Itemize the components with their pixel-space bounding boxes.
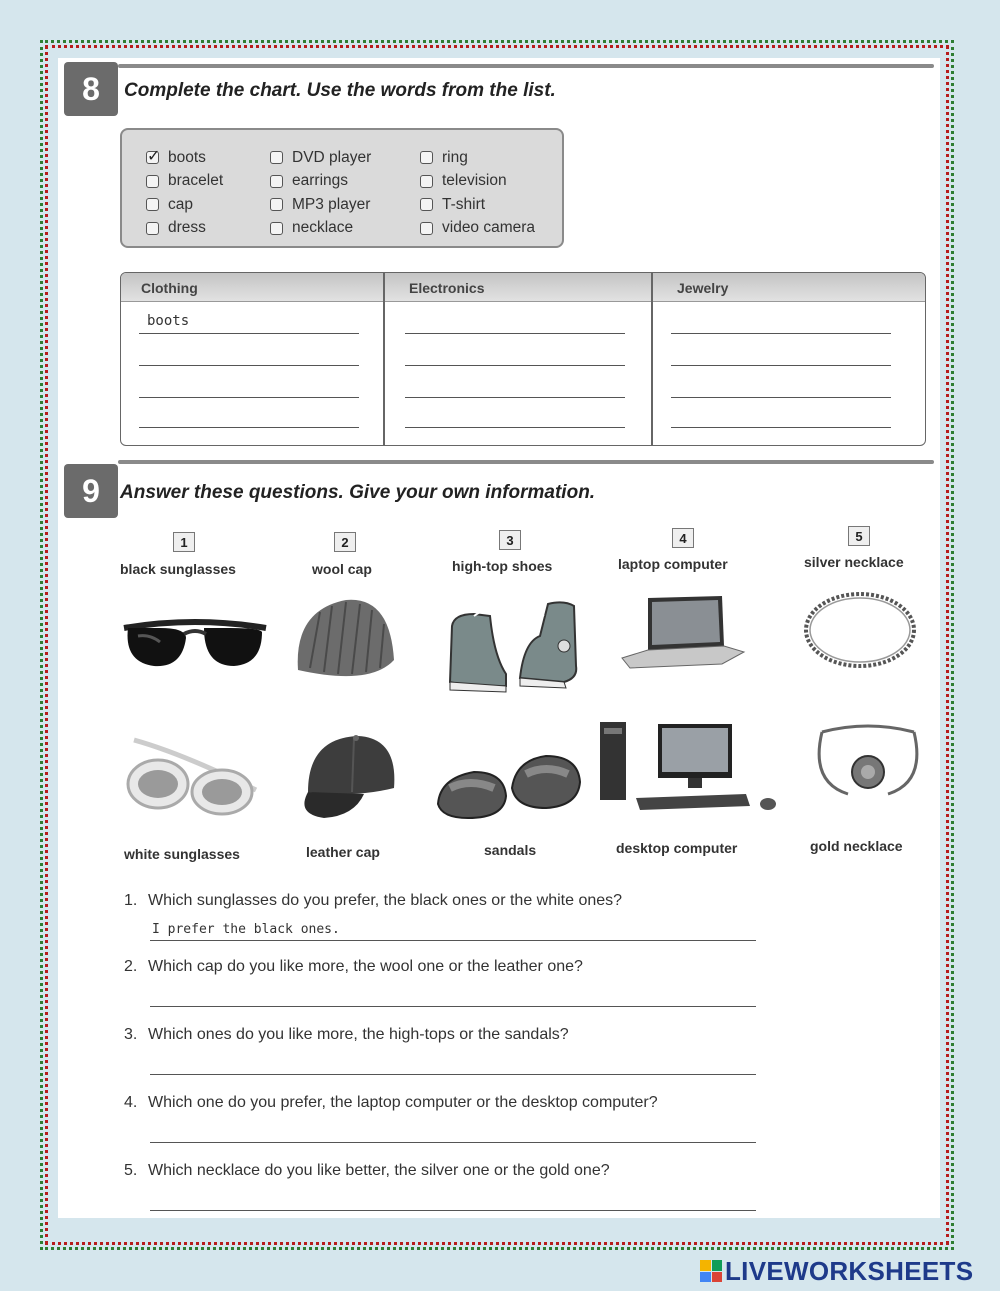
question-text: Which necklace do you like better, the silver one or the gold one?	[148, 1162, 610, 1179]
silver-necklace-image	[800, 586, 920, 676]
answer-line[interactable]	[671, 427, 891, 428]
word-label: television	[442, 172, 507, 190]
chart-header-row	[121, 273, 925, 302]
label-sandals: sandals	[484, 842, 537, 858]
section-9-number: 9	[64, 464, 118, 518]
label-white-sunglasses: white sunglasses	[124, 846, 240, 862]
word-checkbox[interactable]	[146, 198, 159, 211]
word-label: necklace	[292, 219, 354, 237]
word-label: video camera	[442, 219, 536, 237]
answer-line[interactable]	[405, 333, 625, 334]
word-checkbox[interactable]	[270, 151, 283, 164]
leather-cap-image	[294, 728, 404, 828]
answer-line[interactable]	[150, 1210, 756, 1211]
question-1	[124, 892, 622, 910]
header-electronics: Electronics	[409, 280, 485, 296]
question-text: Which cap do you like more, the wool one or the leather one?	[148, 958, 583, 975]
word-item[interactable]	[146, 170, 223, 194]
word-item[interactable]	[270, 217, 371, 241]
header-jewelry: Jewelry	[677, 280, 729, 296]
word-item[interactable]	[270, 146, 371, 170]
answer-line[interactable]	[139, 397, 359, 398]
word-item[interactable]	[420, 193, 535, 217]
word-label: ring	[442, 148, 468, 166]
word-label: cap	[168, 195, 193, 213]
word-column-3	[420, 146, 535, 240]
answer-line[interactable]	[671, 333, 891, 334]
question-5	[124, 1162, 610, 1180]
word-label: T-shirt	[442, 195, 486, 213]
question-text: Which one do you prefer, the laptop computer or the desktop computer?	[148, 1094, 658, 1111]
liveworksheets-logo	[700, 1256, 973, 1286]
answer-line[interactable]	[671, 365, 891, 366]
item-number-3: 3	[499, 530, 521, 550]
wool-cap-image	[290, 590, 400, 690]
word-checkbox[interactable]	[146, 151, 159, 164]
word-checkbox[interactable]	[146, 175, 159, 188]
word-label: boots	[168, 148, 206, 166]
word-checkbox[interactable]	[420, 222, 433, 235]
laptop-computer-image	[618, 594, 748, 674]
item-number-1: 1	[173, 532, 195, 552]
answer-line[interactable]	[405, 397, 625, 398]
word-checkbox[interactable]	[420, 175, 433, 188]
word-column-2	[270, 146, 371, 240]
answer-line[interactable]	[150, 1074, 756, 1075]
word-label: bracelet	[168, 172, 224, 190]
word-label: earrings	[292, 172, 348, 190]
question-number: 4.	[124, 1094, 138, 1111]
answer-line[interactable]	[405, 427, 625, 428]
word-item[interactable]	[420, 146, 535, 170]
word-checkbox[interactable]	[420, 151, 433, 164]
word-item[interactable]	[420, 170, 535, 194]
word-item[interactable]	[420, 217, 535, 241]
example-answer-boots: boots	[147, 313, 190, 329]
word-list-box	[120, 128, 564, 248]
answer-line[interactable]	[139, 365, 359, 366]
question-number: 2.	[124, 958, 138, 975]
word-checkbox[interactable]	[270, 222, 283, 235]
word-column-1	[146, 146, 223, 240]
label-leather-cap: leather cap	[306, 844, 380, 860]
white-sunglasses-image	[124, 730, 264, 820]
answer-line[interactable]	[150, 1142, 756, 1143]
question-2	[124, 958, 583, 976]
section-9-rule	[118, 460, 934, 464]
item-number-2: 2	[334, 532, 356, 552]
word-item[interactable]	[270, 193, 371, 217]
label-gold-necklace: gold necklace	[810, 838, 903, 854]
word-checkbox[interactable]	[420, 198, 433, 211]
answer-line[interactable]	[150, 1006, 756, 1007]
black-sunglasses-image	[120, 606, 270, 676]
logo-text: LIVEWORKSHEETS	[725, 1255, 974, 1286]
section-9-title: Answer these questions. Give your own information.	[120, 482, 596, 503]
answer-line[interactable]	[671, 397, 891, 398]
word-checkbox[interactable]	[270, 198, 283, 211]
answer-line[interactable]	[150, 940, 756, 941]
word-label: DVD player	[292, 148, 372, 166]
high-top-shoes-image	[444, 586, 584, 696]
word-label: MP3 player	[292, 195, 371, 213]
column-divider	[651, 273, 653, 445]
label-silver-necklace: silver necklace	[804, 554, 904, 570]
section-8-number: 8	[64, 62, 118, 116]
label-wool-cap: wool cap	[312, 561, 372, 577]
example-answer: I prefer the black ones.	[152, 922, 340, 937]
word-item[interactable]	[270, 170, 371, 194]
column-divider	[383, 273, 385, 445]
header-clothing: Clothing	[141, 280, 198, 296]
label-desktop-computer: desktop computer	[616, 840, 738, 856]
label-high-top-shoes: high-top shoes	[452, 558, 553, 574]
word-item[interactable]	[146, 146, 223, 170]
gold-necklace-image	[808, 722, 928, 812]
item-number-4: 4	[672, 528, 694, 548]
question-number: 1.	[124, 892, 138, 909]
word-checkbox[interactable]	[146, 222, 159, 235]
question-4	[124, 1094, 658, 1112]
section-8-title: Complete the chart. Use the words from the list.	[124, 80, 556, 101]
question-text: Which sunglasses do you prefer, the black ones or the white ones?	[148, 892, 623, 909]
sandals-image	[434, 748, 584, 828]
word-item[interactable]	[146, 217, 223, 241]
answer-line[interactable]	[405, 365, 625, 366]
word-item[interactable]	[146, 193, 223, 217]
label-black-sunglasses: black sunglasses	[120, 561, 236, 577]
word-label: dress	[168, 219, 206, 237]
logo-mark-icon	[700, 1260, 722, 1282]
label-laptop-computer: laptop computer	[618, 556, 728, 572]
question-number: 5.	[124, 1162, 138, 1179]
question-number: 3.	[124, 1026, 138, 1043]
category-chart	[120, 272, 926, 446]
answer-line[interactable]	[139, 427, 359, 428]
worksheet-page	[58, 58, 940, 1218]
desktop-computer-image	[596, 714, 786, 814]
question-text: Which ones do you like more, the high-tops or the sandals?	[148, 1026, 569, 1043]
word-checkbox[interactable]	[270, 175, 283, 188]
answer-line[interactable]	[139, 333, 359, 334]
question-3	[124, 1026, 569, 1044]
section-8-rule	[118, 64, 934, 68]
item-number-5: 5	[848, 526, 870, 546]
